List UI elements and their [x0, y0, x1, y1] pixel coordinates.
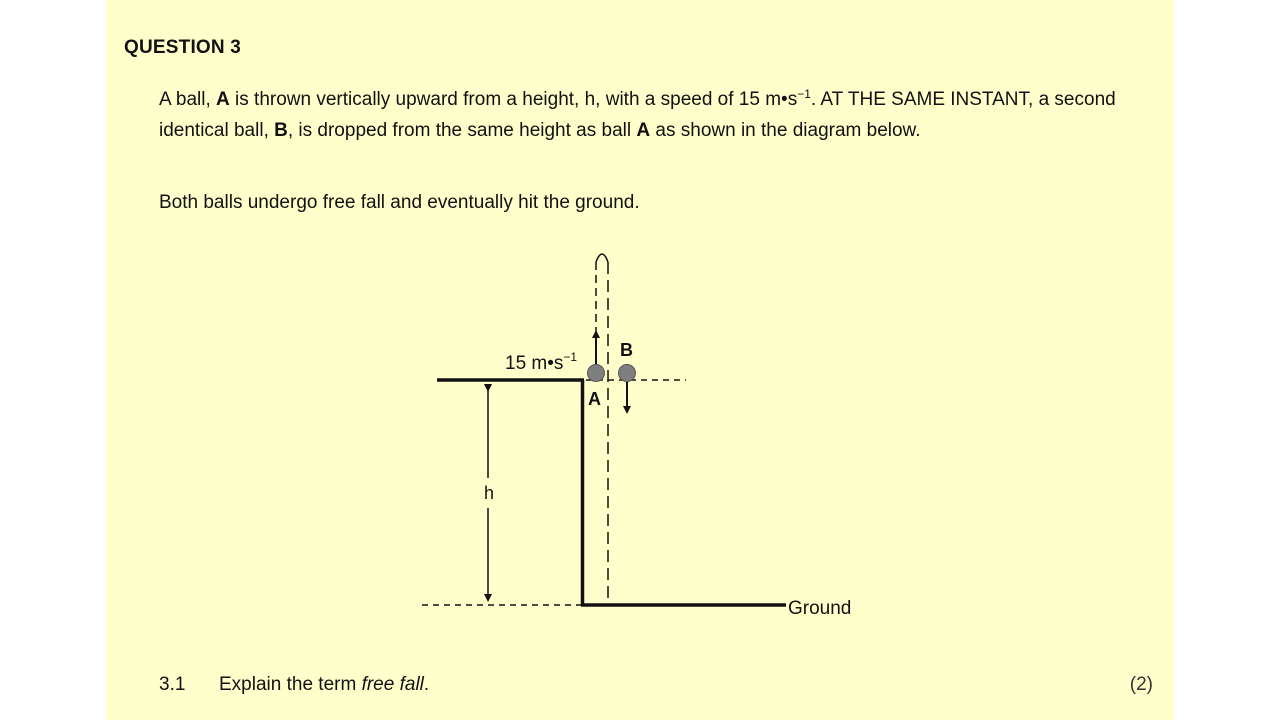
- sub-question-term: free fall: [361, 674, 424, 695]
- speed-label-value: 15 m•s: [505, 353, 564, 374]
- speed-label: [505, 350, 577, 374]
- question-page: [106, 0, 1174, 720]
- ball-a-bold-1: A: [216, 89, 230, 110]
- ball-a-bold-2: A: [636, 120, 651, 141]
- sub-question-marks: (2): [1129, 674, 1153, 695]
- intro-text-3: . AT THE SAME INSTANT, a second identical ball,: [159, 89, 1116, 141]
- intro-text-5: as shown in the diagram below.: [650, 120, 921, 141]
- sub-question-text: [219, 674, 429, 696]
- ground-label: Ground: [788, 598, 852, 619]
- ball-a-label: A: [588, 389, 601, 409]
- height-label: h: [483, 483, 495, 503]
- ball-b-bold: B: [274, 120, 288, 141]
- question-title: QUESTION 3: [124, 37, 242, 58]
- sub-question-text-before: Explain the term: [219, 674, 362, 695]
- ball-a: [588, 365, 605, 382]
- speed-label-exponent: −1: [563, 350, 578, 364]
- sub-question-text-after: .: [423, 674, 430, 695]
- intro-text-4: , is dropped from the same height as ball: [287, 120, 637, 141]
- ball-b-label: B: [620, 340, 633, 360]
- ball-b: [619, 365, 636, 382]
- free-fall-statement: Both balls undergo free fall and eventually hit the ground.: [159, 192, 640, 213]
- intro-text-2: is thrown vertically upward from a height, h, with a speed of 15 m•s: [229, 89, 798, 110]
- sub-question-number: 3.1: [159, 674, 186, 695]
- free-fall-diagram: [106, 0, 1174, 720]
- ball-a-turnaround-arc: [596, 254, 608, 262]
- intro-text-1: A ball,: [159, 89, 217, 110]
- intro-unit-exponent: −1: [797, 87, 811, 101]
